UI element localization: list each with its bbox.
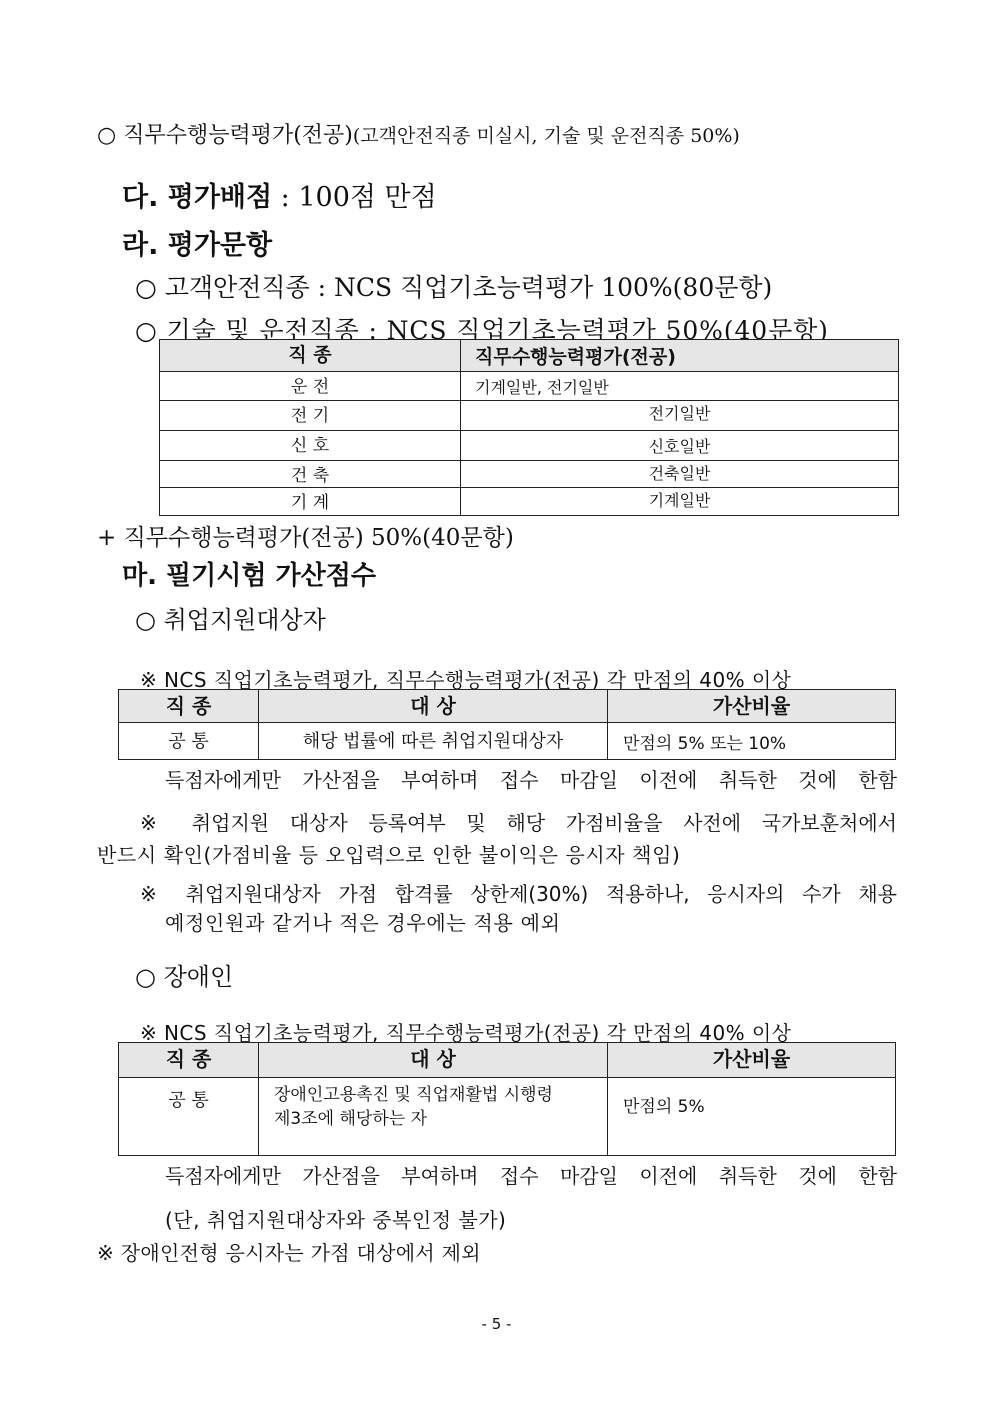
disabled-note1: 득점자에게만 가산점을 부여하며 접수 마감일 이전에 취득한 것에 한함 bbox=[165, 1164, 897, 1188]
table-row bbox=[160, 401, 899, 431]
section-da-label: 다. 평가배점 bbox=[122, 182, 273, 213]
table-row bbox=[160, 488, 899, 516]
table-row bbox=[119, 723, 896, 760]
employment-header-target: 대 상 bbox=[259, 690, 608, 723]
ra-item-customer-safety: ○ 고객안전직종 : NCS 직업기초능력평가 100%(80문항) bbox=[135, 273, 773, 302]
ra-row-subject: 건축일반 bbox=[461, 461, 899, 488]
disabled-condition: ※ NCS 직업기초능력평가, 직무수행능력평가(전공) 각 만점의 40% 이상 bbox=[140, 1021, 792, 1045]
ra-row-job: 기 계 bbox=[160, 488, 461, 516]
employment-header-job: 직 종 bbox=[119, 690, 259, 723]
employment-note2-line1: ※ 취업지원 대상자 등록여부 및 해당 가점비율을 사전에 국가보훈처에서 bbox=[140, 811, 897, 835]
table-row bbox=[160, 372, 899, 401]
ra-table bbox=[159, 339, 899, 516]
section-da bbox=[122, 175, 437, 214]
ra-header-job: 직 종 bbox=[160, 340, 461, 372]
employment-note2-line2: 반드시 확인(가점비율 등 오입력으로 인한 불이익은 응시자 책임) bbox=[97, 843, 681, 867]
ra-header-subject: 직무수행능력평가(전공) bbox=[461, 340, 899, 372]
ra-table-header bbox=[160, 340, 899, 372]
employment-row-target: 해당 법률에 따른 취업지원대상자 bbox=[259, 723, 608, 760]
ra-row-subject: 기계일반 bbox=[461, 488, 899, 516]
ra-row-subject: 기계일반, 전기일반 bbox=[461, 372, 899, 401]
employment-header-ratio: 가산비율 bbox=[608, 690, 896, 723]
disabled-row-target-line1: 장애인고용촉진 및 직업재활법 시행령 bbox=[274, 1085, 553, 1105]
table-row bbox=[160, 431, 899, 461]
disabled-note2: (단, 취업지원대상자와 중복인정 불가) bbox=[165, 1208, 507, 1232]
ra-row-job: 운 전 bbox=[160, 372, 461, 401]
section-da-colon: : bbox=[272, 182, 299, 213]
section-da-value: 100점 만점 bbox=[298, 182, 437, 213]
employment-row-ratio: 만점의 5% 또는 10% bbox=[608, 723, 896, 760]
ra-row-subject: 신호일반 bbox=[461, 431, 899, 461]
employment-note3-line2: 예정인원과 같거나 적은 경우에는 적용 예외 bbox=[165, 911, 561, 935]
intro-line bbox=[97, 118, 740, 149]
disabled-title: ○ 장애인 bbox=[135, 963, 234, 991]
disabled-table-header bbox=[119, 1043, 896, 1078]
intro-note: (고객안전직종 미실시, 기술 및 운전직종 50%) bbox=[352, 125, 740, 147]
employment-table-header bbox=[119, 690, 896, 723]
disabled-row-job: 공 통 bbox=[119, 1078, 259, 1156]
ra-row-job: 신 호 bbox=[160, 431, 461, 461]
employment-title: ○ 취업지원대상자 bbox=[135, 606, 326, 634]
final-note: ※ 장애인전형 응시자는 가점 대상에서 제외 bbox=[97, 1241, 481, 1265]
ra-item-tech-operation: ○ 기술 및 운전직종 : NCS 직업기초능력평가 50%(40문항) bbox=[135, 316, 829, 345]
ra-row-job: 건 축 bbox=[160, 461, 461, 488]
page-number: - 5 - bbox=[481, 1315, 512, 1333]
intro-main: ○ 직무수행능력평가(전공) bbox=[97, 123, 353, 148]
employment-note1: 득점자에게만 가산점을 부여하며 접수 마감일 이전에 취득한 것에 한함 bbox=[165, 768, 897, 792]
ra-plus-line: + 직무수행능력평가(전공) 50%(40문항) bbox=[97, 525, 514, 551]
disabled-header-job: 직 종 bbox=[119, 1043, 259, 1078]
table-row bbox=[119, 1078, 896, 1156]
table-row bbox=[160, 461, 899, 488]
ra-row-job: 전 기 bbox=[160, 401, 461, 431]
section-ra-title: 라. 평가문항 bbox=[122, 230, 273, 261]
section-ma-title: 마. 필기시험 가산점수 bbox=[122, 561, 377, 591]
employment-note3-line1: ※ 취업지원대상자 가점 합격률 상한제(30%) 적용하나, 응시자의 수가 채용 bbox=[140, 882, 897, 906]
disabled-table bbox=[118, 1042, 896, 1156]
ra-row-subject: 전기일반 bbox=[461, 401, 899, 431]
disabled-header-ratio: 가산비율 bbox=[608, 1043, 896, 1078]
disabled-row-target-line2: 제3조에 해당하는 자 bbox=[274, 1109, 427, 1129]
employment-table bbox=[118, 689, 896, 760]
disabled-row-target bbox=[259, 1078, 608, 1156]
disabled-header-target: 대 상 bbox=[259, 1043, 608, 1078]
disabled-row-ratio: 만점의 5% bbox=[608, 1078, 896, 1156]
employment-condition: ※ NCS 직업기초능력평가, 직무수행능력평가(전공) 각 만점의 40% 이상 bbox=[140, 668, 792, 692]
employment-row-job: 공 통 bbox=[119, 723, 259, 760]
